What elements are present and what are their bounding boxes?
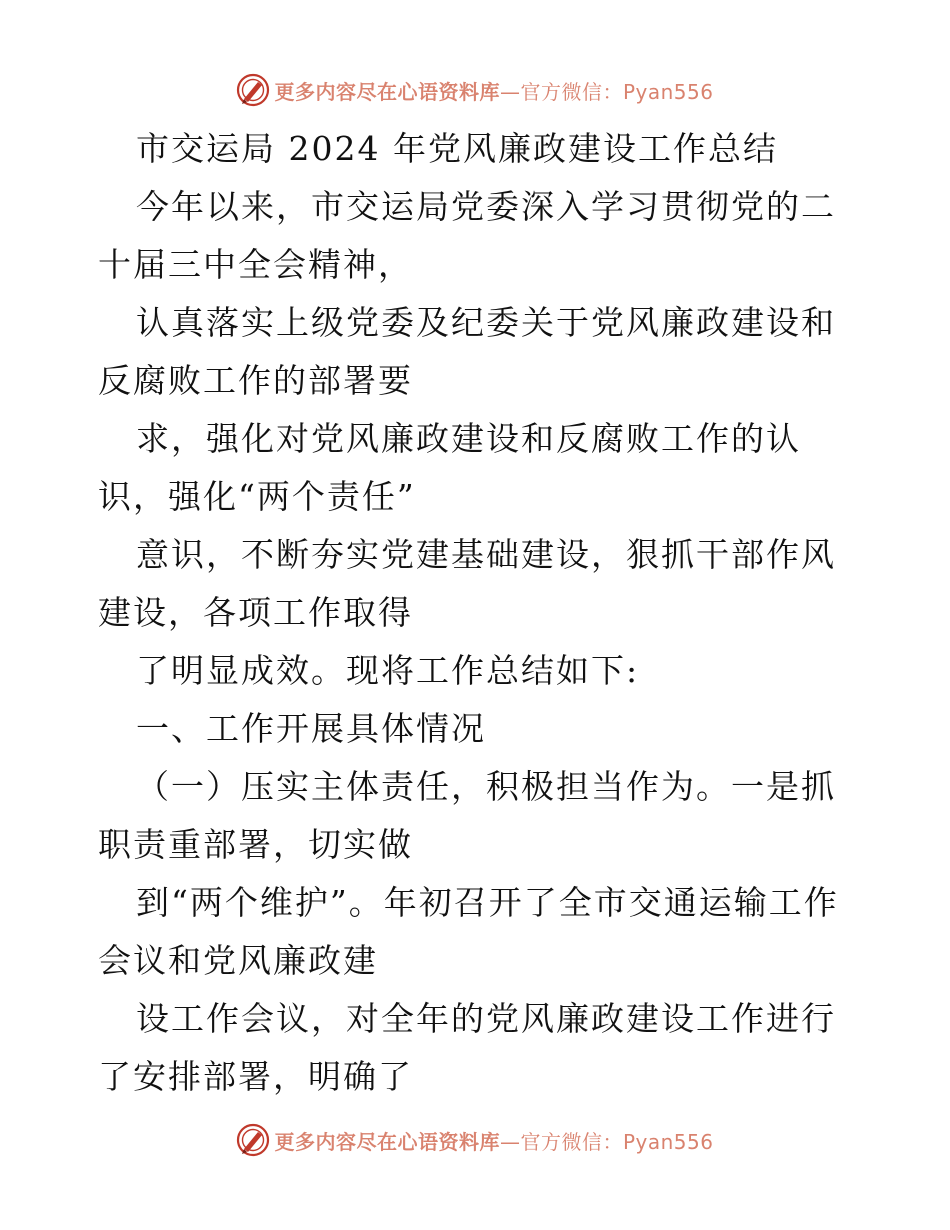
paragraph: 设工作会议，对全年的党风廉政建设工作进行了安排部署，明确了 <box>98 999 836 1096</box>
document-body <box>98 120 858 1106</box>
watermark-header <box>0 70 950 110</box>
paragraph: （一）压实主体责任，积极担当作为。一是抓职责重部署，切实做 <box>98 767 836 864</box>
watermark-footer <box>0 1120 950 1160</box>
paragraph: 到“两个维护”。年初召开了全市交通运输工作会议和党风廉政建 <box>98 883 839 980</box>
watermark-text-rest: —官方微信：Pyan556 <box>499 79 714 104</box>
fountain-pen-logo-icon <box>236 73 270 107</box>
paragraph: 求，强化对党风廉政建设和反腐败工作的认识，强化“两个责任” <box>98 419 801 516</box>
watermark-text-strong: 更多内容尽在心语资料库 <box>274 79 500 104</box>
paragraph: 意识，不断夯实党建基础建设，狠抓干部作风建设，各项工作取得 <box>98 535 836 632</box>
paragraph: 认真落实上级党委及纪委关于党风廉政建设和反腐败工作的部署要 <box>98 303 836 400</box>
section-heading: 一、工作开展具体情况 <box>136 709 486 748</box>
watermark-text-rest: —官方微信：Pyan556 <box>499 1129 714 1154</box>
fountain-pen-logo-icon <box>236 1123 270 1157</box>
watermark-text-strong: 更多内容尽在心语资料库 <box>274 1129 500 1154</box>
paragraph: 了明显成效。现将工作总结如下: <box>136 651 640 690</box>
document-title: 市交运局 2024 年党风廉政建设工作总结 <box>136 129 778 168</box>
paragraph: 今年以来，市交运局党委深入学习贯彻党的二十届三中全会精神， <box>98 187 836 284</box>
